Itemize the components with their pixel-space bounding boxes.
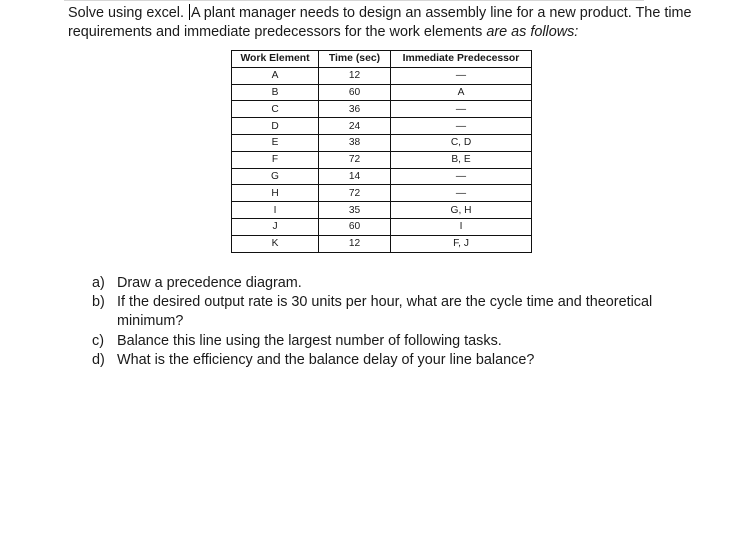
- question-text: What is the efficiency and the balance delay of your line balance?: [117, 351, 535, 368]
- work-element-cell: A: [232, 67, 319, 84]
- predecessor-cell: B, E: [391, 151, 532, 168]
- work-element-cell: C: [232, 101, 319, 118]
- time-cell: 60: [319, 218, 391, 235]
- text-cursor: [189, 4, 190, 20]
- work-element-cell: F: [232, 151, 319, 168]
- table-row: [232, 151, 532, 168]
- work-element-cell: H: [232, 185, 319, 202]
- question-text: Balance this line using the largest number of following tasks.: [117, 332, 502, 349]
- table-row: [232, 185, 532, 202]
- time-cell: 14: [319, 168, 391, 185]
- predecessor-cell: F, J: [391, 235, 532, 252]
- table-row: [232, 168, 532, 185]
- question-item: [92, 293, 692, 331]
- table-row: [232, 118, 532, 135]
- predecessor-cell: —: [391, 118, 532, 135]
- predecessor-cell: —: [391, 101, 532, 118]
- time-cell: 12: [319, 67, 391, 84]
- problem-text: A plant manager needs to design an assembly line for a new product. The time requirements and immediate predecessors for the work elements: [68, 5, 692, 40]
- table-row: [232, 67, 532, 84]
- predecessor-cell: —: [391, 67, 532, 84]
- work-element-cell: K: [232, 235, 319, 252]
- time-cell: 36: [319, 101, 391, 118]
- problem-text-italic: are as follows:: [486, 24, 579, 40]
- time-cell: 60: [319, 84, 391, 101]
- table-row: [232, 134, 532, 151]
- question-letter: a): [92, 275, 105, 291]
- header-time: Time (sec): [319, 51, 391, 68]
- question-text: If the desired output rate is 30 units per hour, what are the cycle time and theoretical minimum?: [117, 294, 653, 330]
- table-row: [232, 235, 532, 252]
- time-cell: 72: [319, 185, 391, 202]
- question-list: [92, 274, 692, 370]
- question-text: Draw a precedence diagram.: [117, 275, 302, 291]
- work-element-cell: D: [232, 118, 319, 135]
- work-element-cell: B: [232, 84, 319, 101]
- problem-statement[interactable]: [68, 4, 718, 42]
- table-header-row: [232, 51, 532, 68]
- header-work-element: Work Element: [232, 51, 319, 68]
- question-letter: d): [92, 351, 105, 368]
- header-predecessor: Immediate Predecessor: [391, 51, 532, 68]
- question-item: [92, 274, 692, 293]
- question-letter: c): [92, 332, 104, 349]
- table-row: [232, 101, 532, 118]
- predecessor-cell: C, D: [391, 134, 532, 151]
- table-row: [232, 84, 532, 101]
- question-letter: b): [92, 294, 105, 311]
- time-cell: 35: [319, 202, 391, 219]
- predecessor-cell: I: [391, 218, 532, 235]
- time-cell: 72: [319, 151, 391, 168]
- question-item: [92, 332, 692, 351]
- predecessor-cell: —: [391, 185, 532, 202]
- instruction-text: Solve using excel.: [68, 5, 184, 21]
- question-item: [92, 351, 692, 370]
- work-element-cell: I: [232, 202, 319, 219]
- time-cell: 12: [319, 235, 391, 252]
- predecessor-cell: —: [391, 168, 532, 185]
- work-element-cell: E: [232, 134, 319, 151]
- work-element-cell: G: [232, 168, 319, 185]
- time-cell: 24: [319, 118, 391, 135]
- work-elements-table: [231, 50, 532, 253]
- work-element-cell: J: [232, 218, 319, 235]
- predecessor-cell: A: [391, 84, 532, 101]
- table-row: [232, 218, 532, 235]
- top-divider: [64, 0, 644, 1]
- predecessor-cell: G, H: [391, 202, 532, 219]
- time-cell: 38: [319, 134, 391, 151]
- table-row: [232, 202, 532, 219]
